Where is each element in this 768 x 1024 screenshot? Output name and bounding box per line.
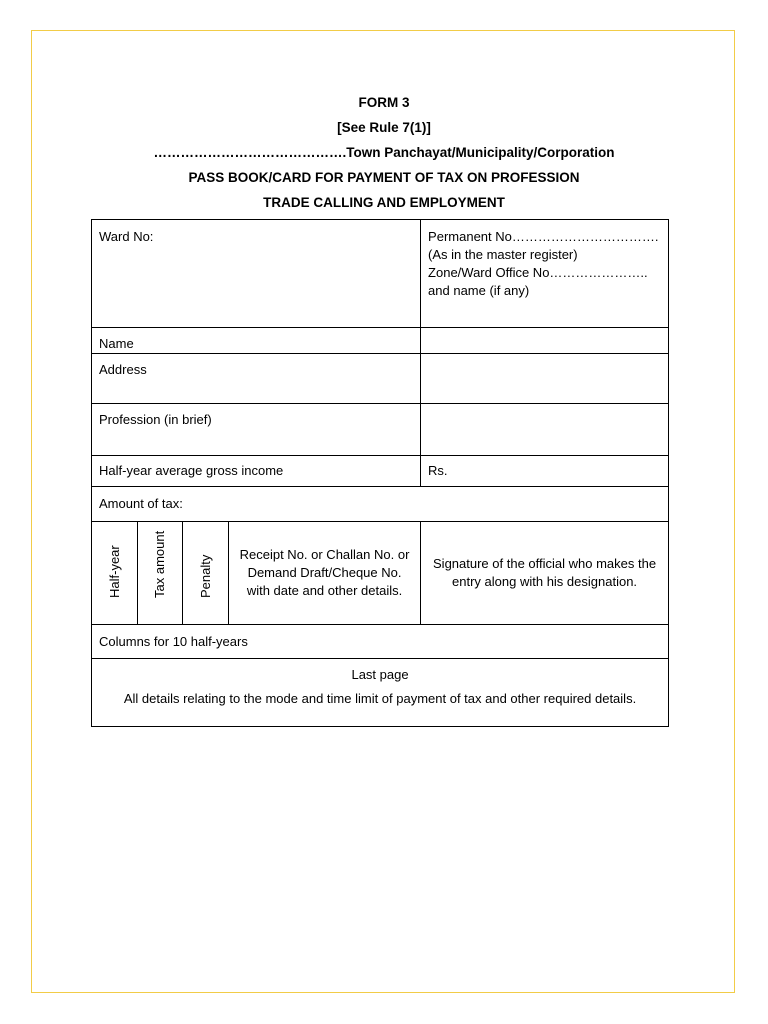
address-row xyxy=(92,354,669,404)
address-label: Address xyxy=(92,354,421,404)
income-label: Half-year average gross income xyxy=(92,456,421,487)
authority-line: …………………………………….Town Panchayat/Municipality/Corporation xyxy=(153,145,615,160)
rule-reference: [See Rule 7(1)] xyxy=(337,120,431,135)
half-year-col xyxy=(92,522,138,625)
address-value[interactable] xyxy=(421,354,669,404)
permanent-no-cell xyxy=(421,220,669,328)
zone-office-label: Zone/Ward Office No………………….. xyxy=(428,265,648,280)
income-row xyxy=(92,456,669,487)
last-page-row xyxy=(92,659,669,727)
and-name-note: and name (if any) xyxy=(428,283,530,298)
form-title-line1: PASS BOOK/CARD FOR PAYMENT OF TAX ON PROFESSION xyxy=(188,170,580,185)
name-label: Name xyxy=(92,328,421,354)
last-page-details: All details relating to the mode and time limit of payment of tax and other required details. xyxy=(123,691,637,706)
half-year-label: Half-year xyxy=(106,545,122,598)
receipt-col: Receipt No. or Challan No. or Demand Draft/Cheque No. with date and other details. xyxy=(229,522,421,625)
master-register-note: (As in the master register) xyxy=(428,247,578,262)
ward-row xyxy=(92,220,669,328)
penalty-label: Penalty xyxy=(197,554,213,598)
amount-row xyxy=(92,487,669,522)
profession-row xyxy=(92,404,669,456)
penalty-col xyxy=(183,522,229,625)
passbook-table xyxy=(91,219,669,727)
last-page-cell xyxy=(92,659,669,727)
name-value[interactable] xyxy=(421,328,669,354)
ward-no-cell xyxy=(92,220,421,328)
tax-amount-col xyxy=(138,522,183,625)
name-row xyxy=(92,328,669,354)
form-title-line2: TRADE CALLING AND EMPLOYMENT xyxy=(263,195,505,210)
last-page-label: Last page xyxy=(351,667,409,682)
columns-note: Columns for 10 half-years xyxy=(92,625,669,659)
amount-of-tax-label: Amount of tax: xyxy=(92,487,669,522)
profession-label: Profession (in brief) xyxy=(92,404,421,456)
ward-no-label: Ward No: xyxy=(99,229,154,244)
columns-note-row xyxy=(92,625,669,659)
profession-value[interactable] xyxy=(421,404,669,456)
column-header-row xyxy=(92,522,669,625)
income-rs: Rs. xyxy=(421,456,669,487)
form-number: FORM 3 xyxy=(358,95,410,110)
signature-col: Signature of the official who makes the entry along with his designation. xyxy=(421,522,669,625)
tax-amount-label: Tax amount xyxy=(152,530,167,598)
permanent-no-label: Permanent No……………………………. xyxy=(428,229,659,244)
